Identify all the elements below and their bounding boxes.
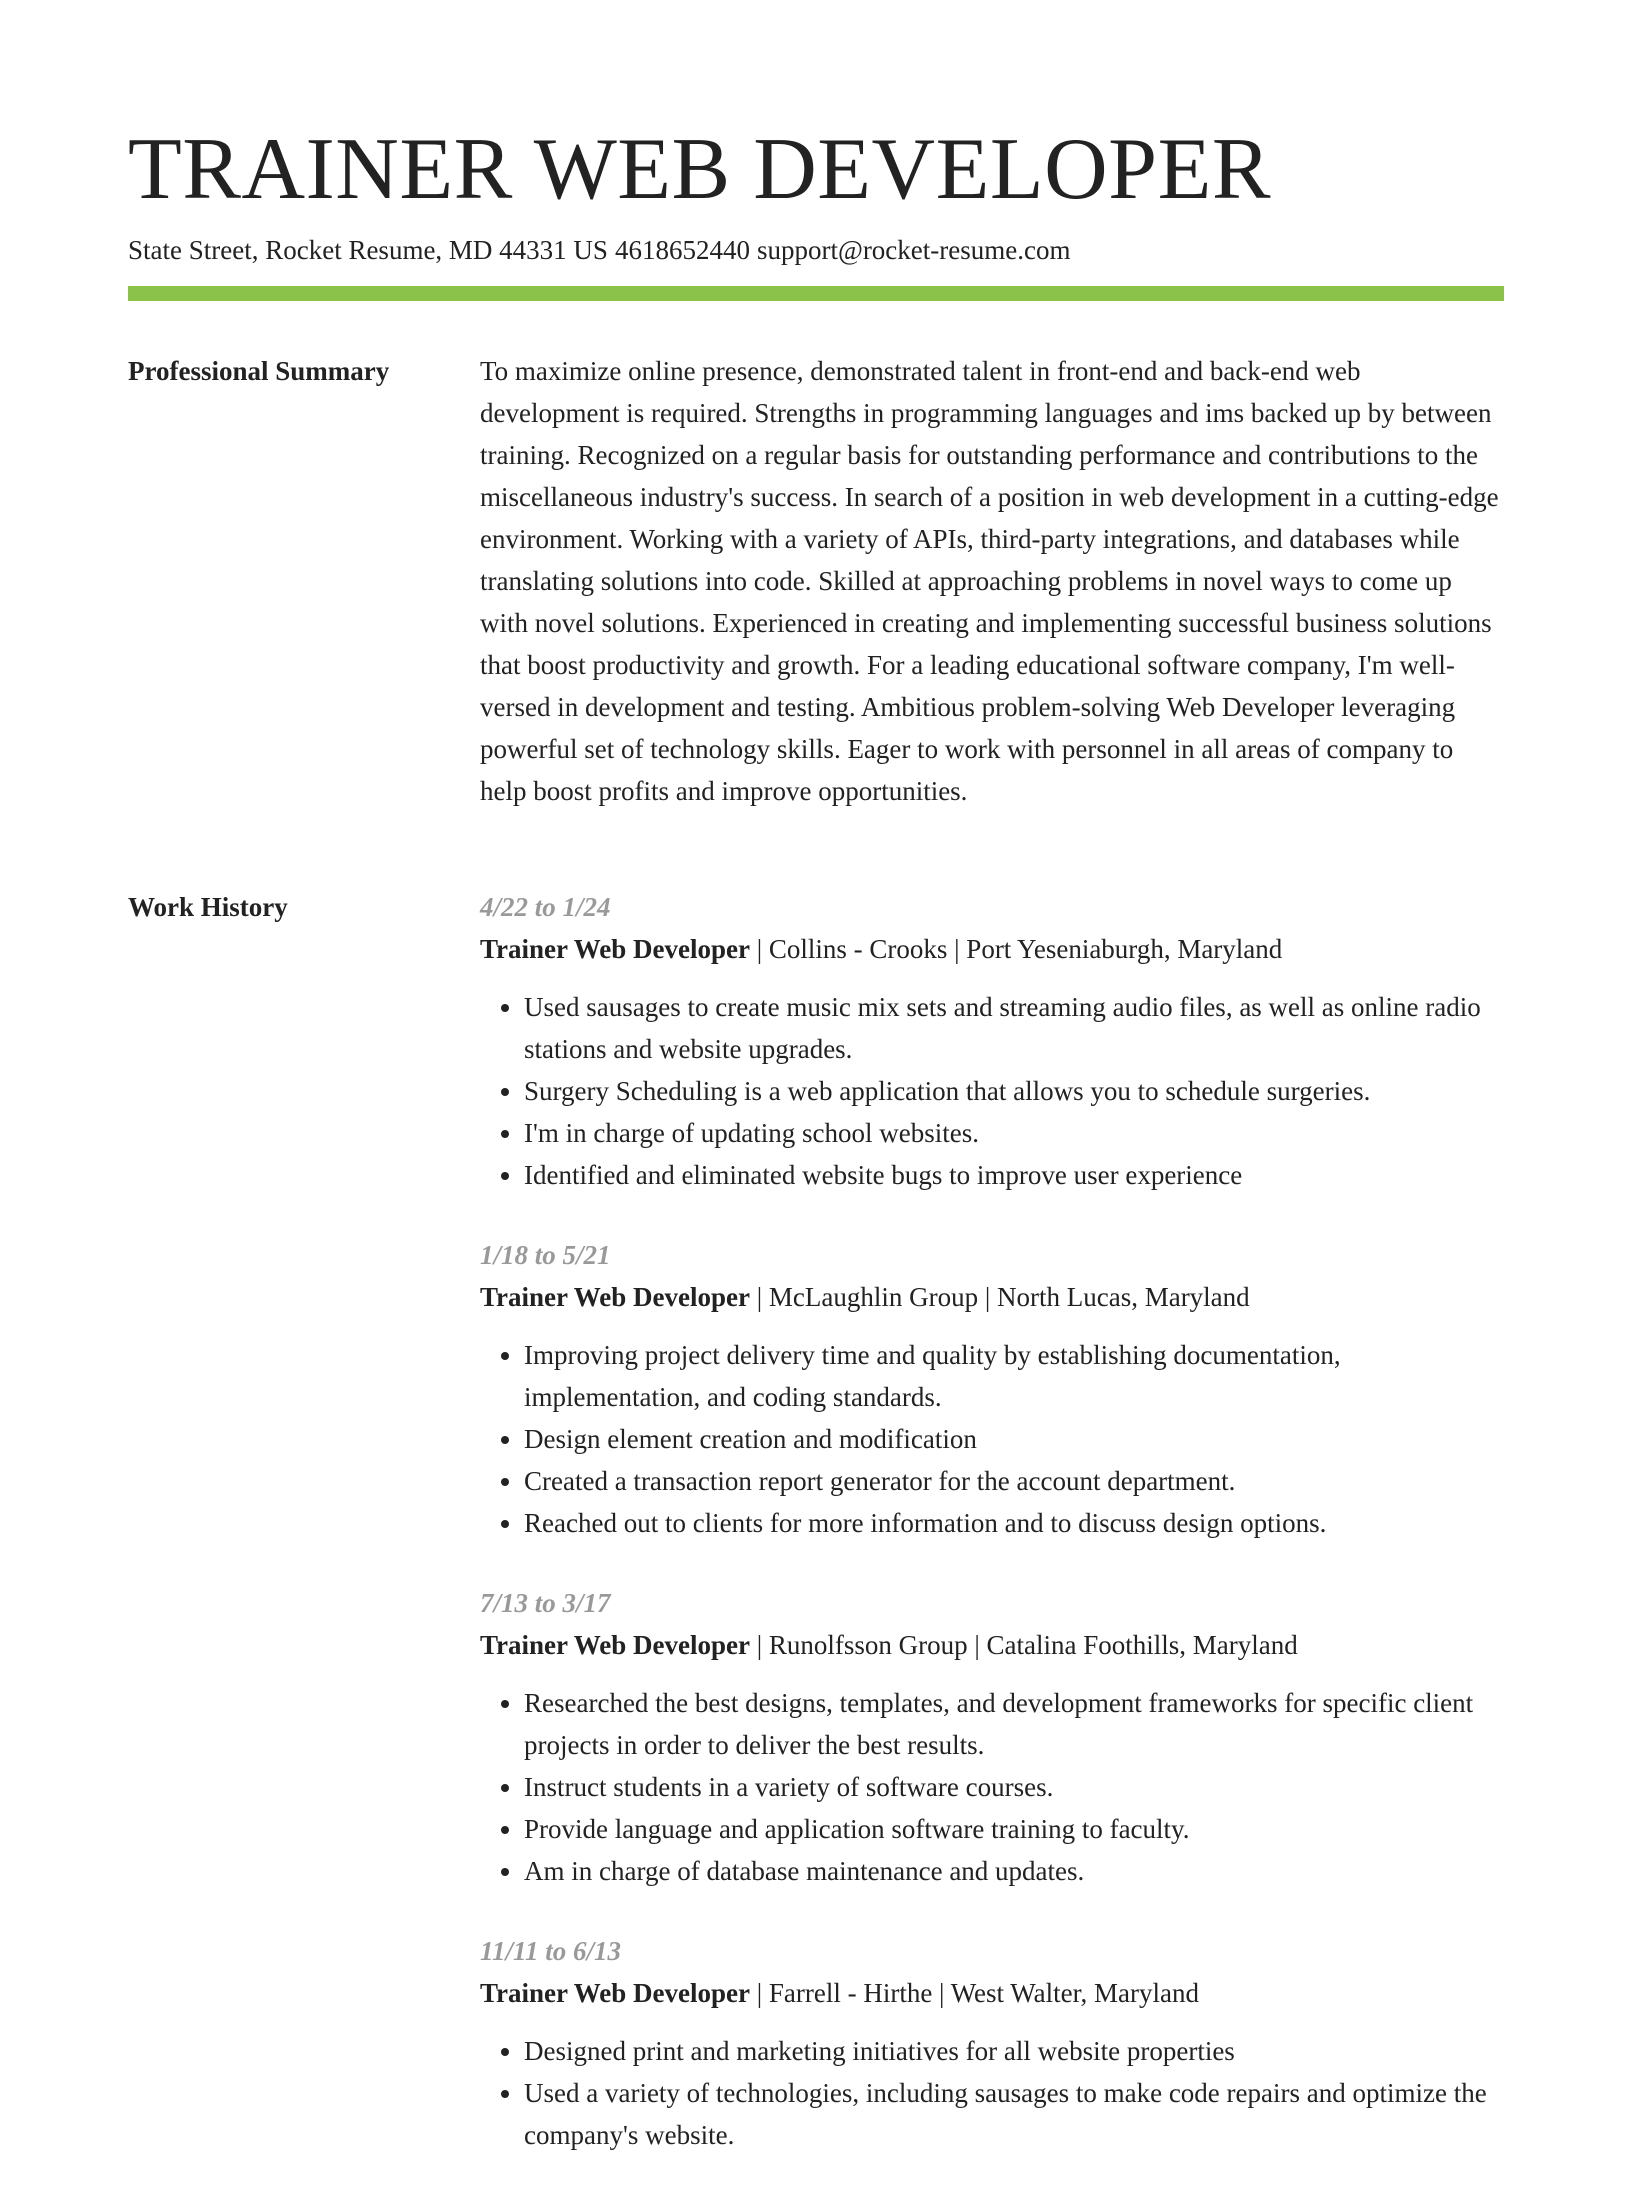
job-bullet-list	[480, 1334, 1504, 1544]
job-heading	[480, 928, 1504, 970]
job-dates: 11/11 to 6/13	[480, 1936, 622, 1966]
summary-text: To maximize online presence, demonstrated talent in front-end and back-end web development is required. Strengths in programming languages and ims backed up by between training. Recognized on a regular basis for outstanding performance and contributions to the miscellaneous industry's success. In search of a position in web development in a cutting-edge environment. Working with a variety of APIs, third-party integrations, and databases while translating solutions into code. Skilled at approaching problems in novel ways to come up with novel solutions. Experienced in creating and implementing successful business solutions that boost productivity and growth. For a leading educational software company, I'm well-versed in development and testing. Ambitious problem-solving Web Developer leveraging powerful set of technology skills. Eager to work with personnel in all areas of company to help boost profits and improve opportunities.	[480, 356, 1499, 806]
job-bullet: • Improving project delivery time and quality by establishing documentation, implementation, and coding standards.	[524, 1334, 1504, 1418]
job-title: Trainer Web Developer	[480, 1978, 750, 2008]
job-bullet: • Used a variety of technologies, including sausages to make code repairs and optimize the company's website.	[524, 2072, 1504, 2156]
job-bullet-list	[480, 1682, 1504, 1892]
job-heading	[480, 1276, 1504, 1318]
job-details: | Collins - Crooks | Port Yeseniaburgh, Maryland	[749, 934, 1283, 964]
work-history-heading: Work History	[128, 892, 288, 922]
contact-address: State Street, Rocket Resume, MD 44331 US	[128, 235, 608, 265]
contact-email: support@rocket-resume.com	[756, 235, 1071, 265]
job-details: | Runolfsson Group | Catalina Foothills, Maryland	[749, 1630, 1298, 1660]
job-bullet: • Designed print and marketing initiatives for all website properties	[524, 2030, 1504, 2072]
job-details: | McLaughlin Group | North Lucas, Maryland	[749, 1282, 1250, 1312]
job-bullet: • Provide language and application software training to faculty.	[524, 1808, 1504, 1850]
job-dates: 4/22 to 1/24	[480, 892, 611, 922]
summary-heading: Professional Summary	[128, 356, 390, 386]
job-dates: 1/18 to 5/21	[480, 1240, 611, 1270]
job-bullet: • Reached out to clients for more information and to discuss design options.	[524, 1502, 1504, 1544]
job-bullet: • Researched the best designs, templates, and development frameworks for specific client projects in order to deliver the best results.	[524, 1682, 1504, 1766]
job-entry	[480, 1930, 1504, 2156]
job-title: Trainer Web Developer	[480, 1630, 750, 1660]
contact-phone: 4618652440	[614, 235, 750, 265]
job-bullet-list	[480, 2030, 1504, 2156]
job-title: Trainer Web Developer	[480, 1282, 750, 1312]
job-dates: 7/13 to 3/17	[480, 1588, 611, 1618]
job-bullet: • Instruct students in a variety of software courses.	[524, 1766, 1504, 1808]
job-bullet: • Design element creation and modification	[524, 1418, 1504, 1460]
job-bullet: • I'm in charge of updating school websites.	[524, 1112, 1504, 1154]
job-heading	[480, 1972, 1504, 2014]
summary-section	[480, 350, 1504, 812]
job-bullet-list	[480, 986, 1504, 1196]
job-entry	[480, 886, 1504, 1196]
job-entry	[480, 1582, 1504, 1892]
job-title: Trainer Web Developer	[480, 934, 750, 964]
job-heading	[480, 1624, 1504, 1666]
job-bullet: • Created a transaction report generator for the account department.	[524, 1460, 1504, 1502]
work-history-section	[480, 886, 1504, 2194]
job-bullet: • Used sausages to create music mix sets and streaming audio files, as well as online radio stations and website upgrades.	[524, 986, 1504, 1070]
job-entry	[480, 1234, 1504, 1544]
job-details: | Farrell - Hirthe | West Walter, Maryland	[749, 1978, 1199, 2008]
job-bullet: • Identified and eliminated website bugs to improve user experience	[524, 1154, 1504, 1196]
contact-line	[128, 232, 1077, 268]
accent-divider	[128, 286, 1504, 301]
job-bullet: • Surgery Scheduling is a web application that allows you to schedule surgeries.	[524, 1070, 1504, 1112]
job-bullet: • Am in charge of database maintenance and updates.	[524, 1850, 1504, 1892]
resume-title: TRAINER WEB DEVELOPER	[128, 121, 1272, 218]
